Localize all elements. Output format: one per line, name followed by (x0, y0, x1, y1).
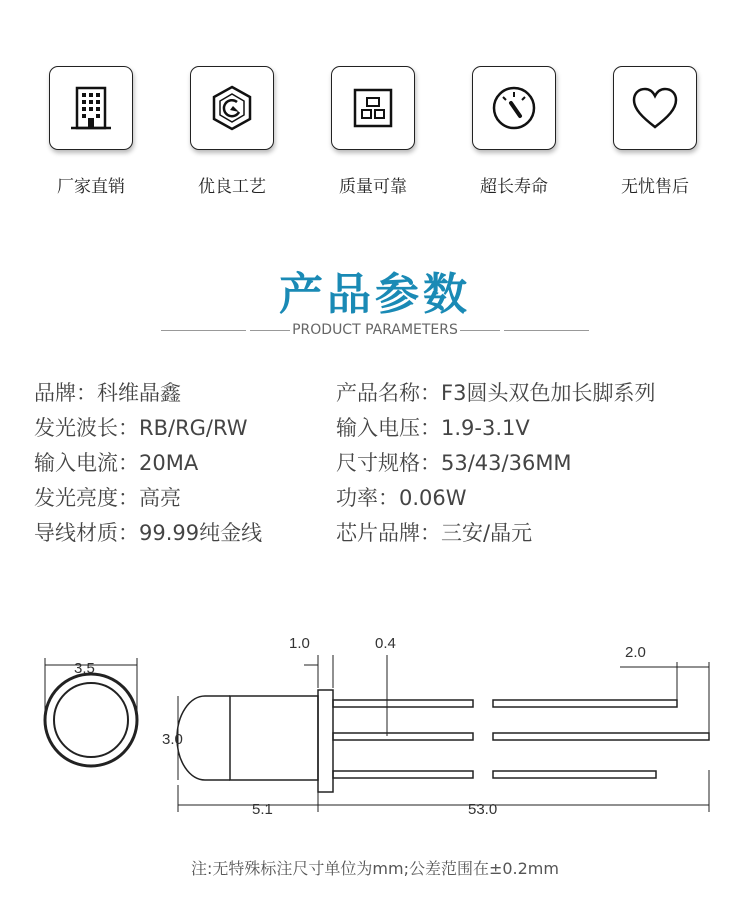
divider (460, 330, 500, 331)
param-wavelength: 发光波长：RB/RG/RW (34, 416, 248, 440)
param-wire-material: 导线材质：99.99纯金线 (34, 521, 263, 545)
parameter-list (34, 376, 734, 551)
dim-lead-width: 0.4 (375, 635, 396, 652)
divider (161, 330, 246, 331)
divider (250, 330, 290, 331)
feature-label: 超长寿命 (480, 177, 548, 197)
param-chip-brand: 芯片品牌：三安/晶元 (336, 521, 533, 545)
quality-box-icon (331, 66, 415, 150)
param-size: 尺寸规格：53/43/36MM (336, 451, 572, 475)
section-subtitle: PRODUCT PARAMETERS (292, 322, 458, 338)
feature-after-sales (610, 66, 700, 197)
feature-quality (328, 66, 418, 197)
feature-label: 质量可靠 (339, 177, 407, 197)
param-brand: 品牌：科维晶鑫 (34, 381, 181, 405)
feature-long-life (469, 66, 559, 197)
parameter-row (34, 481, 734, 516)
feature-label: 优良工艺 (198, 177, 266, 197)
dim-flange: 1.0 (289, 635, 310, 652)
feature-label: 厂家直销 (57, 177, 125, 197)
timer-icon (472, 66, 556, 150)
dimension-diagram (0, 620, 750, 840)
dim-height: 3.0 (162, 731, 183, 748)
param-product-name: 产品名称：F3圆头双色加长脚系列 (336, 381, 656, 405)
process-hexagon-icon (190, 66, 274, 150)
param-input-voltage: 输入电压：1.9-3.1V (336, 416, 530, 440)
feature-label: 无忧售后 (621, 177, 689, 197)
building-icon (49, 66, 133, 150)
dim-lead-spacing: 2.0 (625, 644, 646, 661)
feature-row (0, 0, 750, 230)
section-subtitle-row (0, 322, 750, 338)
parameter-row (34, 446, 734, 481)
led-front-outer (45, 674, 137, 766)
section-title: 产品参数 (279, 269, 471, 320)
param-power: 功率：0.06W (336, 486, 467, 510)
param-input-current: 输入电流：20MA (34, 451, 199, 475)
param-brightness: 发光亮度：高亮 (34, 486, 181, 510)
dim-body-length: 5.1 (252, 801, 273, 818)
divider (504, 330, 589, 331)
led-front-inner (54, 683, 128, 757)
dim-diameter: 3.5 (74, 660, 95, 677)
dim-lead-length: 53.0 (468, 801, 498, 818)
feature-craftsmanship (187, 66, 277, 197)
heart-icon (613, 66, 697, 150)
parameter-row (34, 411, 734, 446)
parameter-row (34, 516, 734, 551)
dimension-note: 注:无特殊标注尺寸单位为mm;公差范围在±0.2mm (191, 859, 559, 878)
parameter-row (34, 376, 734, 411)
feature-factory-direct (46, 66, 136, 197)
